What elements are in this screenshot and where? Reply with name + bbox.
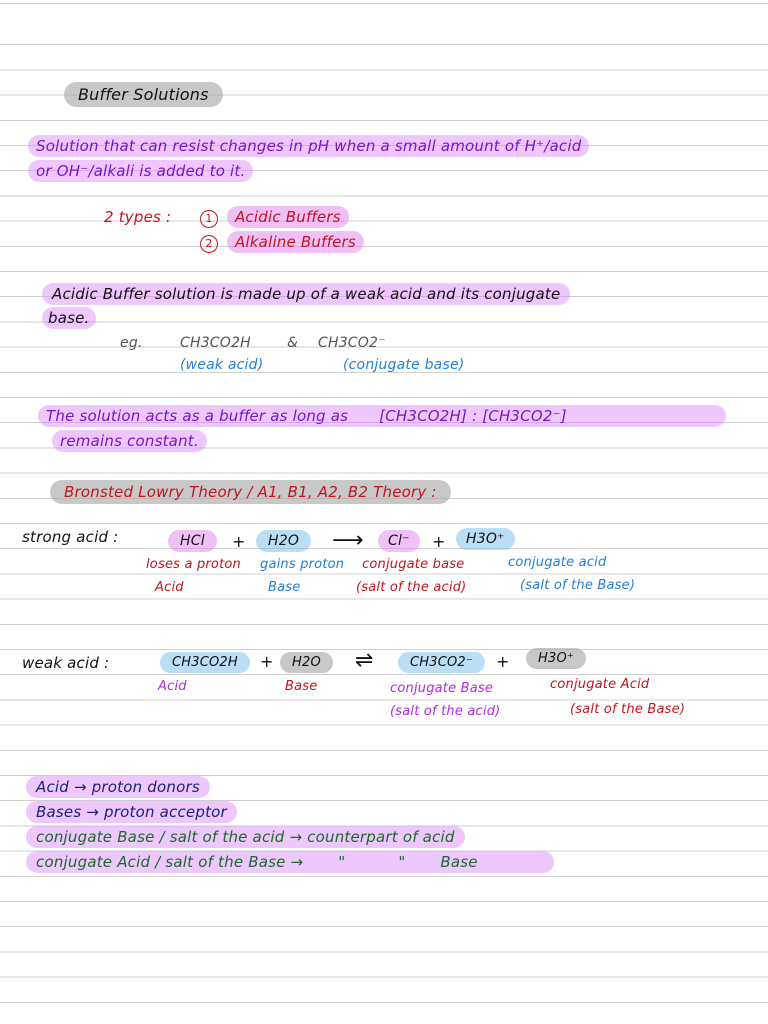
strong-r1-note-1: loses a proton	[146, 557, 241, 572]
summary-line-4-base: Base	[440, 853, 478, 871]
number-circle-2: 2	[200, 235, 218, 253]
theory-heading: Bronsted Lowry Theory / A1, B1, A2, B2 Theory :	[50, 480, 451, 504]
page-title: Buffer Solutions	[64, 82, 223, 107]
strong-arrow: ⟶	[332, 528, 364, 553]
strong-r1-note-2: Acid	[155, 580, 184, 595]
weak-r1-note: Acid	[158, 679, 187, 694]
weak-p2-note-2: (salt of the Base)	[570, 702, 686, 717]
summary-line-2: Bases → proton acceptor	[26, 801, 237, 823]
weak-p2-note-1: conjugate Acid	[550, 677, 650, 692]
weak-reactant-2: H2O	[280, 652, 333, 673]
acts-line-2: remains constant.	[52, 430, 207, 452]
definition-line-1: Solution that can resist changes in pH when a small amount of H⁺/acid	[28, 135, 589, 157]
weak-p1-note-1: conjugate Base	[390, 681, 494, 696]
weak-product-2: H3O⁺	[526, 648, 586, 669]
strong-product-2: H3O⁺	[456, 528, 515, 550]
eg-acid-note: (weak acid)	[180, 357, 264, 373]
ditto-mark-2: "	[398, 853, 406, 871]
strong-r2-note-2: Base	[268, 580, 301, 595]
weak-p1-note-2: (salt of the acid)	[390, 704, 501, 719]
eg-amp: &	[287, 335, 299, 351]
strong-p1-note-1: conjugate base	[362, 557, 465, 572]
types-item-1-label: Acidic Buffers	[227, 206, 349, 228]
weak-plus-1: +	[260, 652, 274, 671]
weak-equilibrium-arrow: ⇌	[355, 648, 374, 673]
acidic-line-1: Acidic Buffer solution is made up of a weak acid and its conjugate	[42, 283, 570, 305]
strong-r2-note-1: gains proton	[260, 557, 345, 572]
weak-reactant-1: CH3CO2H	[160, 652, 250, 673]
weak-plus-2: +	[496, 652, 510, 671]
acts-line-1-text: The solution acts as a buffer as long as	[46, 407, 349, 425]
eg-label: eg.	[120, 335, 143, 351]
strong-product-1: Cl⁻	[378, 530, 420, 552]
summary-line-3: conjugate Base / salt of the acid → counterpart of acid	[26, 826, 465, 848]
ditto-mark-1: "	[338, 853, 346, 871]
summary-line-4	[26, 851, 554, 873]
eg-acid: CH3CO2H	[180, 335, 251, 351]
weak-acid-label: weak acid :	[22, 654, 110, 672]
eg-base: CH3CO2⁻	[318, 335, 386, 351]
types-item-1	[200, 208, 349, 228]
types-item-2-label: Alkaline Buffers	[227, 231, 364, 253]
types-item-2	[200, 233, 364, 253]
strong-p2-note-1: conjugate acid	[508, 555, 607, 570]
weak-product-1: CH3CO2⁻	[398, 652, 485, 673]
acidic-line-2: base.	[42, 307, 96, 329]
strong-p2-note-2: (salt of the Base)	[520, 578, 636, 593]
strong-plus-2: +	[432, 532, 446, 551]
strong-reactant-2: H2O	[256, 530, 311, 552]
strong-plus-1: +	[232, 532, 246, 551]
summary-line-1: Acid → proton donors	[26, 776, 210, 798]
strong-reactant-1: HCl	[168, 530, 217, 552]
eg-base-note: (conjugate base)	[343, 357, 465, 373]
strong-p1-note-2: (salt of the acid)	[356, 580, 467, 595]
number-circle-1: 1	[200, 210, 218, 228]
summary-line-4-text: conjugate Acid / salt of the Base →	[36, 853, 304, 871]
acts-ratio: [CH3CO2H] : [CH3CO2⁻]	[379, 407, 567, 425]
weak-r2-note: Base	[285, 679, 318, 694]
definition-line-2: or OH⁻/alkali is added to it.	[28, 160, 253, 182]
strong-acid-label: strong acid :	[22, 528, 119, 546]
acts-line-1	[38, 405, 726, 427]
types-label: 2 types :	[104, 208, 172, 226]
